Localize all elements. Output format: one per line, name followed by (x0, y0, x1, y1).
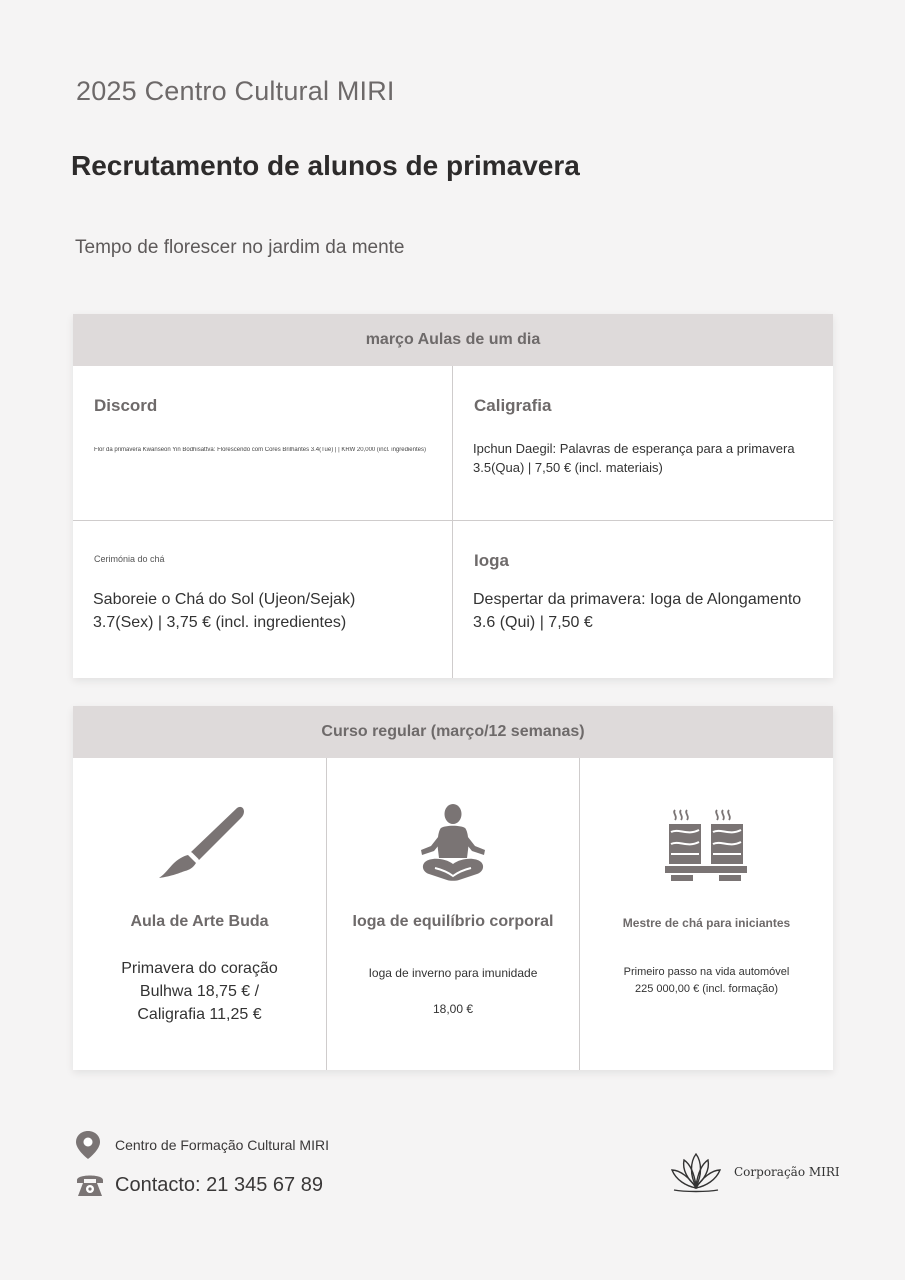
one-day-classes-header: março Aulas de um dia (73, 314, 833, 366)
art-course-card (73, 758, 327, 1070)
tea-master-course-line2: 225 000,00 € (incl. formação) (634, 983, 779, 995)
discord-class-title: Discord (94, 396, 158, 415)
yoga-class-title: Ioga (474, 551, 509, 570)
discord-class-desc: Flor da primavera Kwanseon Yin Bodhisattva: Florescendo com Cores Brilhantes 3.4(Tue) | | KRW 20,000 (incl. ingredientes) (94, 447, 426, 453)
calligraphy-class-line2: 3.5(Qua) | 7,50 € (incl. materiais) (473, 460, 663, 475)
footer-location (75, 1130, 329, 1160)
calligraphy-class-title: Caligrafia (474, 396, 552, 415)
art-course-desc (103, 957, 296, 1026)
page-title: Recrutamento de alunos de primavera (71, 150, 580, 181)
yoga-class-desc (473, 588, 817, 634)
tea-master-course-desc (590, 964, 823, 998)
art-course-line3: Caligrafia 11,25 € (137, 1006, 262, 1023)
footer-contact (75, 1172, 323, 1198)
map-pin-icon (75, 1130, 101, 1160)
yoga-course-card (327, 758, 580, 1070)
tea-ceremony-class-title: Cerimónia do chá (94, 554, 165, 564)
brand-name: Corporação MIRI (734, 1165, 840, 1179)
art-course-line2: Bulhwa 18,75 € / (139, 983, 260, 1000)
yoga-course-price: 18,00 € (432, 1002, 474, 1016)
calligraphy-class-desc (473, 439, 813, 477)
one-day-classes-panel (73, 314, 833, 678)
footer-contact-text: Contacto: 21 345 67 89 (115, 1173, 323, 1196)
brand-logo (668, 1150, 840, 1194)
yoga-class-card (453, 521, 833, 678)
lotus-icon (668, 1150, 724, 1194)
org-title: 2025 Centro Cultural MIRI (76, 76, 395, 106)
tea-master-course-title: Mestre de chá para iniciantes (622, 916, 791, 930)
calligraphy-class-line1: Ipchun Daegil: Palavras de esperança para a primavera (473, 441, 795, 456)
tea-master-course-card (580, 758, 833, 1070)
art-course-title: Aula de Arte Buda (130, 913, 269, 930)
page-subtitle: Tempo de florescer no jardim da mente (75, 237, 405, 258)
tea-ceremony-class-line1: Saboreie o Chá do Sol (Ujeon/Sejak) (93, 591, 356, 608)
tea-ceremony-class-line2: 3.7(Sex) | 3,75 € (incl. ingredientes) (93, 614, 347, 631)
tea-cups-icon (665, 808, 749, 884)
yoga-course-title: Ioga de equilíbrio corporal (352, 913, 554, 930)
discord-class-card (73, 366, 453, 521)
calligraphy-class-card (453, 366, 833, 521)
tea-ceremony-class-desc (93, 588, 436, 634)
telephone-icon (75, 1172, 105, 1198)
meditation-icon (411, 802, 495, 886)
yoga-class-line2: 3.6 (Qui) | 7,50 € (473, 614, 593, 631)
regular-course-panel (73, 706, 833, 1070)
yoga-course-desc: Ioga de inverno para imunidade (368, 966, 538, 980)
tea-ceremony-class-card (73, 521, 453, 678)
footer-location-text: Centro de Formação Cultural MIRI (115, 1137, 329, 1153)
art-course-line1: Primavera do coração (121, 960, 278, 977)
paintbrush-icon (155, 802, 245, 882)
regular-course-header: Curso regular (março/12 semanas) (73, 706, 833, 758)
yoga-class-line1: Despertar da primavera: Ioga de Alongamento (473, 591, 802, 608)
tea-master-course-line1: Primeiro passo na vida automóvel (623, 966, 790, 978)
